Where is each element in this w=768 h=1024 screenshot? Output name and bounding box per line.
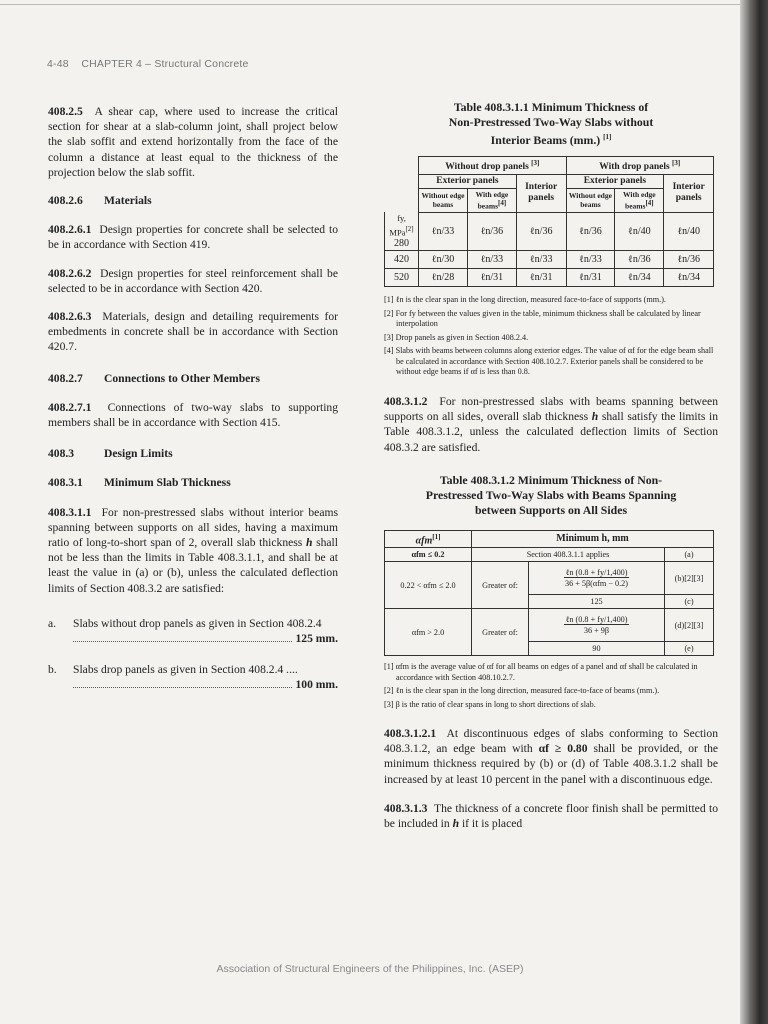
table-row: 520 ℓn/28 ℓn/31 ℓn/31 ℓn/31 ℓn/34 ℓn/34 <box>385 269 714 287</box>
table-row: αfm > 2.0 Greater of: $\frac{\text{ℓn (0.8 + fy/1,400)}}{36 + 9\beta}$ (d)[2][3] <box>385 609 714 642</box>
left-column <box>48 104 338 709</box>
table-row: αfm ≤ 0.2 Section 408.3.1.1 applies (a) <box>385 548 714 562</box>
table-row: 420 ℓn/30 ℓn/33 ℓn/33 ℓn/33 ℓn/36 ℓn/36 <box>385 251 714 269</box>
page-number: 4-48 <box>47 58 69 70</box>
table-row: fy, MPa[2] 280 ℓn/33 ℓn/36 ℓn/36 ℓn/36 ℓn/40 ℓn/40 <box>385 212 714 251</box>
section-408-2-6-2: 408.2.6.2 Design properties for steel reinforcement shall be selected to be in accordance with Section 420. <box>48 266 338 295</box>
section-408-2-6-1: 408.2.6.1 Design properties for concrete shall be selected to be in accordance with Section 419. <box>48 223 338 252</box>
table-row: 0.22 < αfm ≤ 2.0 Greater of: $\frac{\text{ℓn (0.8 + fy/1,400)}}{\text{36 + 5β(αfm − 0.2)}}$ (b)[2][3] <box>385 562 714 595</box>
section-408-3-1-3: 408.3.1.3 The thickness of a concrete floor finish shall be permitted to be included in h if it is placed <box>384 801 718 831</box>
list-item-b: b. Slabs drop panels as given in Section 408.2.4 .... 100 mm. <box>48 663 338 692</box>
table2-title: Table 408.3.1.2 Minimum Thickness of Non- Prestressed Two-Way Slabs with Beams Spanning between Supports on All Sides <box>425 472 677 517</box>
right-column <box>384 100 718 844</box>
heading-408-2-7: 408.2.7 Connections to Other Members <box>48 371 260 385</box>
table2-notes: [1] αfm is the average value of αf for all beams on edges of a panel and αf shall be calculated in accordance with Section 408.10.2.7. [2] ℓn is the clear span in the long direction, measured face-to-face of beams (mm.). [3] β is the ratio of clear spans in long to short directions of slab. <box>384 662 698 709</box>
section-408-3-1-2-1: 408.3.1.2.1 At discontinuous edges of slabs conforming to Section 408.3.1.2, an edge beam with αf ≥ 0.80 shall be provided, or the minimum thickness required by (b) or (d) of Table 408.3.1.2 shall be increased by at least 10 percent in the panel with a discontinuous edge. <box>384 727 719 786</box>
heading-408-3: 408.3 Design Limits <box>48 447 173 461</box>
heading-408-3-1: 408.3.1 Minimum Slab Thickness <box>48 476 231 490</box>
running-header <box>47 58 249 70</box>
book-binding-shadow <box>740 0 768 1024</box>
table1-notes: [1] ℓn is the clear span in the long direction, measured face-to-face of supports (mm.). [2] For fy between the values given in the table, minimum thickness shall be calculated by linear interpolation [3] Drop panels as given in Section 408.2.4. [4] Slabs with beams between columns along exterior edges. The value of αf for the edge beam shall be calculated in accordance with Section 408.10.2.7. Exterior panels shall be considered to be without edge beams if αf is less than 0.8. <box>384 295 714 377</box>
section-408-2-7-1: 408.2.7.1 Connections of two-way slabs to supporting members shall be in accordance with Section 415. <box>48 400 339 430</box>
table1-title: Table 408.3.1.1 Minimum Thickness of Non-Prestressed Two-Way Slabs without Interior Beams (mm.) [1] <box>448 100 654 147</box>
section-408-3-1-1: 408.3.1.1 For non-prestressed slabs without interior beams spanning between supports on all sides, having a maximum ratio of long-to-short span of 2, overall slab thickness h shall not be less than the limits in Table 408.3.1.1, and shall be at least the value in (a) or (b), unless the calculated deflection limits of Section 408.3.2 are satisfied: <box>48 505 339 595</box>
table-408-3-1-2: αfm[1] Minimum h, mm αfm ≤ 0.2 Section 408.3.1.1 applies (a) 0.22 < αfm ≤ 2.0 Greater of: $\frac{\text{ℓn (0.8 + fy/1,400)}}{\text{36 + 5β(αfm − 0.2)}}$ (b)[2][3] 125 (c) αfm > 2.0 Greater of: $\frac{\text{ℓn (0.8 + fy/1,400)}}{36 + 9\beta}$ (d)[2][3] 90 (e) <box>384 530 714 656</box>
page-top-rule <box>0 4 740 5</box>
section-408-2-5: 408.2.5 A shear cap, where used to increase the critical section for shear at a slab-column joint, shall project below the slab soffit and extend horizontally from the face of the column a distance at least equal to the thickness of the projection below the slab soffit. <box>48 105 338 179</box>
page-footer: Association of Structural Engineers of the Philippines, Inc. (ASEP) <box>216 963 524 975</box>
heading-408-2-6: 408.2.6 Materials <box>48 194 152 208</box>
list-item-a: a. Slabs without drop panels as given in Section 408.2.4 125 mm. <box>48 616 338 646</box>
table-row: 90 (e) <box>385 642 714 656</box>
section-408-3-1-2: 408.3.1.2 For non-prestressed slabs with beams spanning between supports on all sides, overall slab thickness h shall satisfy the limits in Table 408.3.1.2, unless the calculated deflection limits of Section 408.3.2 are satisfied. <box>384 394 719 454</box>
table-row: 125 (c) <box>385 595 714 609</box>
table-408-3-1-1: Without drop panels [3] With drop panels [3] Exterior panels Interior panels Exterior panels Interior panels Without edge beams With edge beams[4] Without edge beams With edge beams[4] fy, MPa[2] 280 ℓn/33 ℓn/36 ℓn/36 ℓn/36 ℓn/40 ℓn/40 420 ℓn/30 ℓn/33 ℓn/33 ℓn/33 ℓn/36 ℓn/36 520 ℓn/28 ℓn/31 ℓn/31 ℓn/31 ℓn/34 ℓn/34 <box>384 156 714 287</box>
chapter-title: CHAPTER 4 – Structural Concrete <box>81 58 249 70</box>
section-408-2-6-3: 408.2.6.3 Materials, design and detailing requirements for embedments in concrete shall be in accordance with Section 420.7. <box>48 310 338 354</box>
